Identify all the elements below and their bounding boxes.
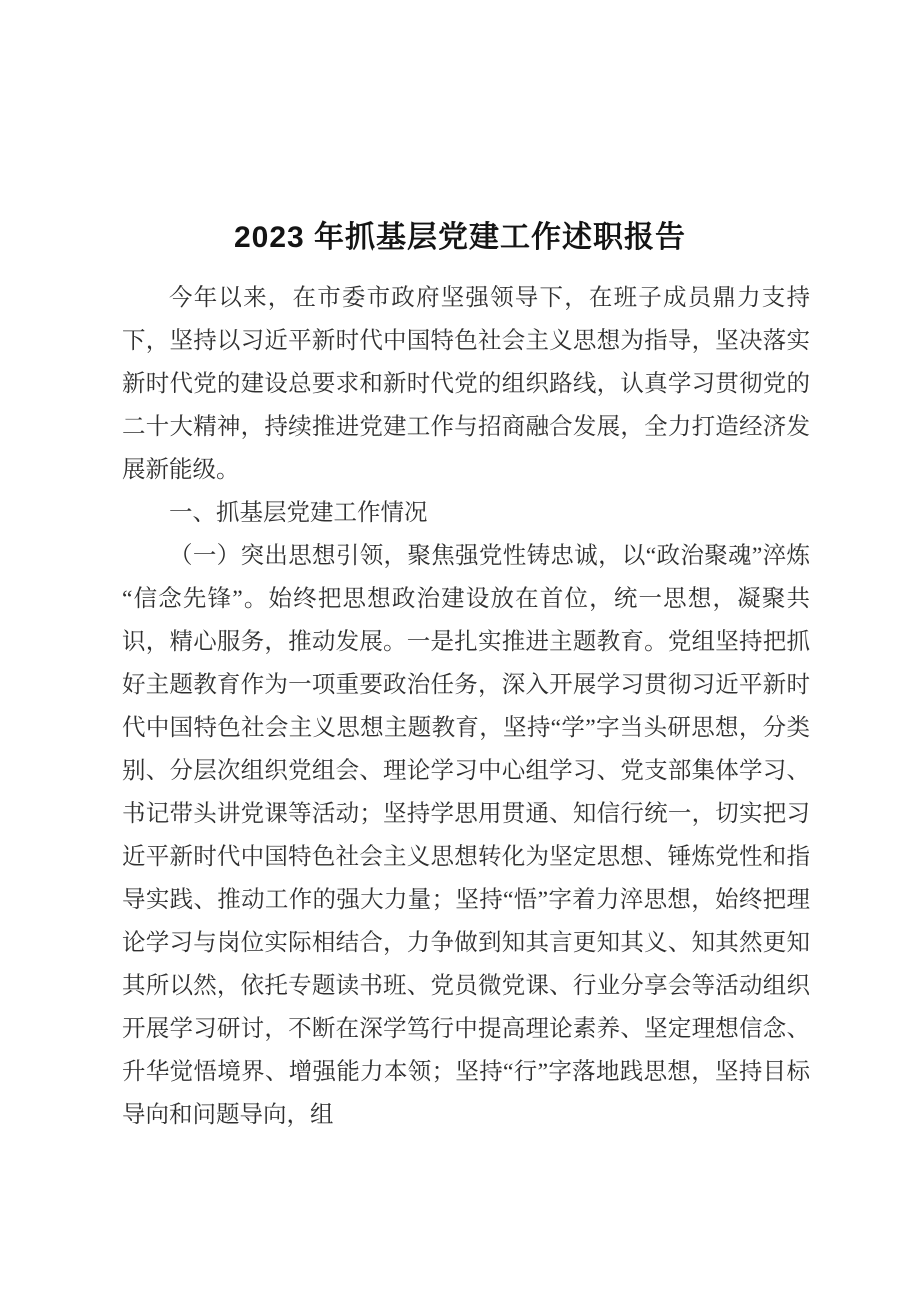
section-heading: 一、抓基层党建工作情况 (169, 500, 428, 526)
document-body (122, 277, 810, 1137)
document-title: 2023 年抓基层党建工作述职报告 (233, 221, 687, 254)
body-paragraph: （一）突出思想引领，聚焦强党性铸忠诚，以“政治聚魂”淬炼“信念先锋”。始终把思想政治建设放在首位，统一思想，凝聚共识，精心服务，推动发展。一是扎实推进主题教育。党组坚持把抓好主题教育作为一项重要政治任务，深入开展学习贯彻习近平新时代中国特色社会主义思想主题教育，坚持“学”字当头研思想，分类别、分层次组织党组会、理论学习中心组学习、党支部集体学习、书记带头讲党课等活动；坚持学思用贯通、知信行统一，切实把习近平新时代中国特色社会主义思想转化为坚定思想、锤炼党性和指导实践、推动工作的强大力量；坚持“悟”字着力淬思想，始终把理论学习与岗位实际相结合，力争做到知其言更知其义、知其然更知其所以然，依托专题读书班、党员微党课、行业分享会等活动组织开展学习研讨，不断在深学笃行中提高理论素养、坚定理想信念、升华觉悟境界、增强能力本领；坚持“行”字落地践思想，坚持目标导向和问题导向，组 (122, 543, 810, 1128)
intro-paragraph: 今年以来，在市委市政府坚强领导下，在班子成员鼎力支持下，坚持以习近平新时代中国特色社会主义思想为指导，坚决落实新时代党的建设总要求和新时代党的组织路线，认真学习贯彻党的二十大精神，持续推进党建工作与招商融合发展，全力打造经济发展新能级。 (122, 285, 810, 483)
